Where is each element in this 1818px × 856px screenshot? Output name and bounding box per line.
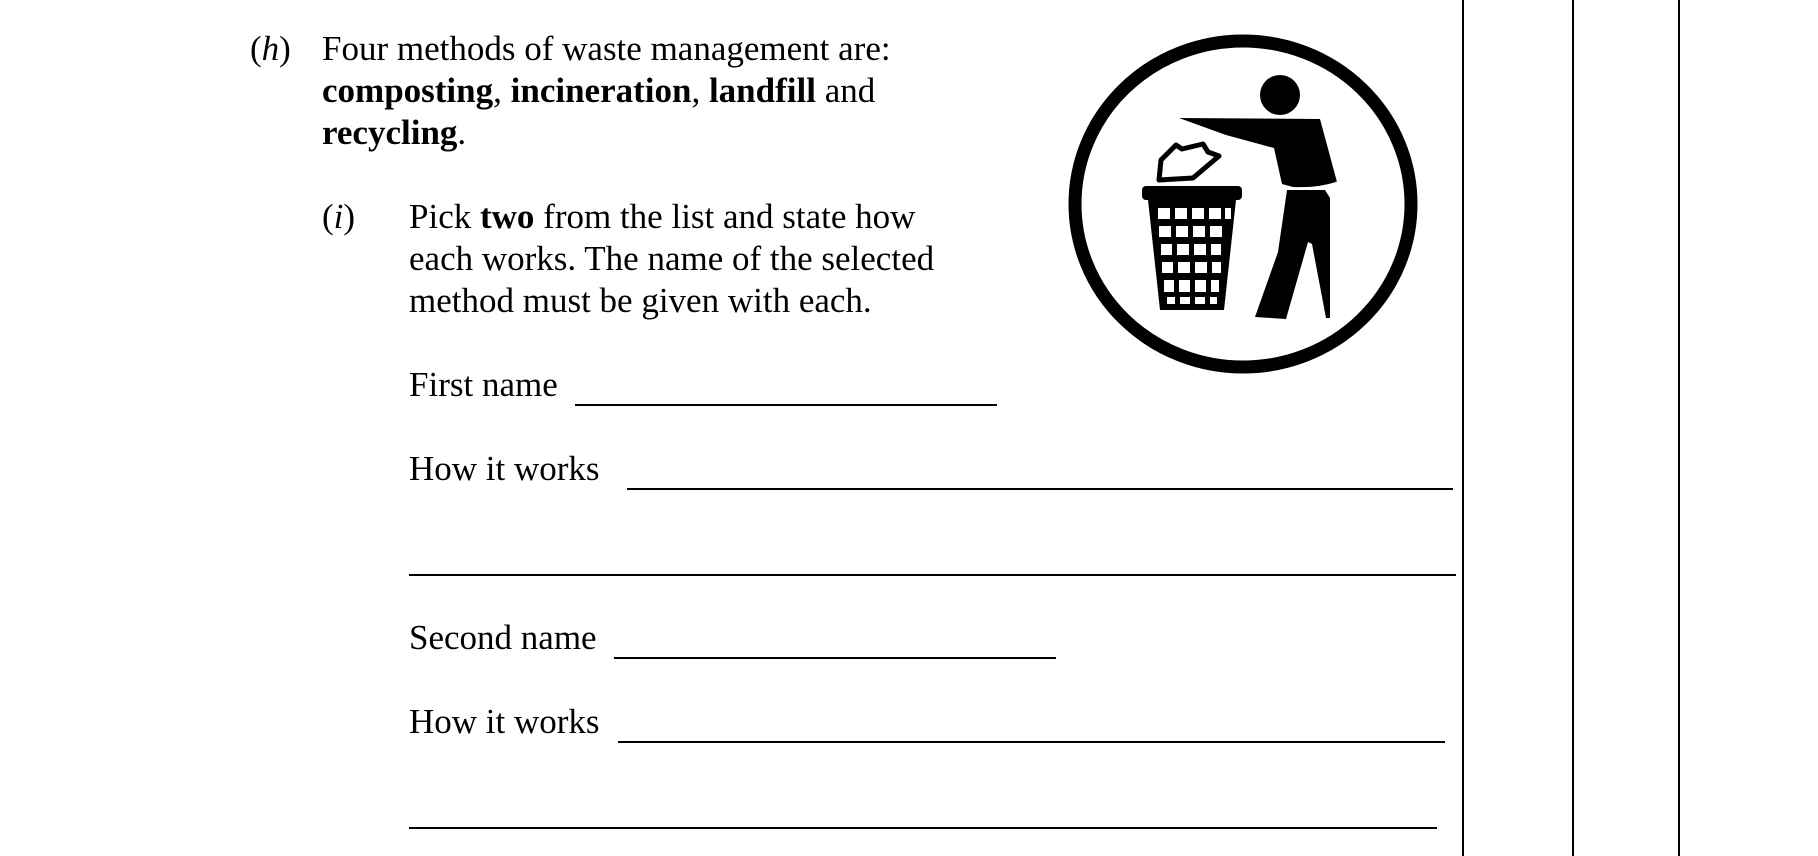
how-it-works-answer-line-2a[interactable] [618, 741, 1445, 743]
part-letter: h [261, 29, 280, 68]
margin-column-line-1 [1462, 0, 1464, 856]
intro-line-3: recycling. [322, 113, 467, 152]
how-it-works-label-1: How it works [409, 449, 600, 488]
intro-line-1: Four methods of waste management are: [322, 29, 891, 68]
tidy-man-litter-bin-icon [1068, 32, 1418, 376]
second-name-answer-line[interactable] [614, 657, 1056, 659]
instruction-line-2: each works. The name of the selected [409, 239, 935, 278]
intro-line-2: composting, incineration, landfill and [322, 71, 876, 110]
margin-column-line-3 [1678, 0, 1680, 856]
instruction-line-3: method must be given with each. [409, 281, 872, 320]
second-name-label: Second name [409, 618, 597, 657]
how-it-works-answer-line-1b[interactable] [409, 574, 1456, 576]
how-it-works-answer-line-1a[interactable] [627, 488, 1453, 490]
how-it-works-label-2: How it works [409, 702, 600, 741]
subpart-label: (i) [322, 197, 356, 236]
margin-column-line-2 [1572, 0, 1574, 856]
instruction-line-1: Pick two from the list and state how [409, 197, 916, 236]
method-incineration: incineration [510, 71, 692, 110]
method-recycling: recycling [322, 113, 458, 152]
emphasis-two: two [479, 197, 535, 236]
how-it-works-answer-line-2b[interactable] [409, 827, 1437, 829]
first-name-answer-line[interactable] [575, 404, 997, 406]
subpart-numeral: i [333, 197, 344, 236]
first-name-label: First name [409, 365, 558, 404]
method-composting: composting [322, 71, 494, 110]
part-label: (h) [250, 29, 291, 68]
method-landfill: landfill [708, 71, 816, 110]
